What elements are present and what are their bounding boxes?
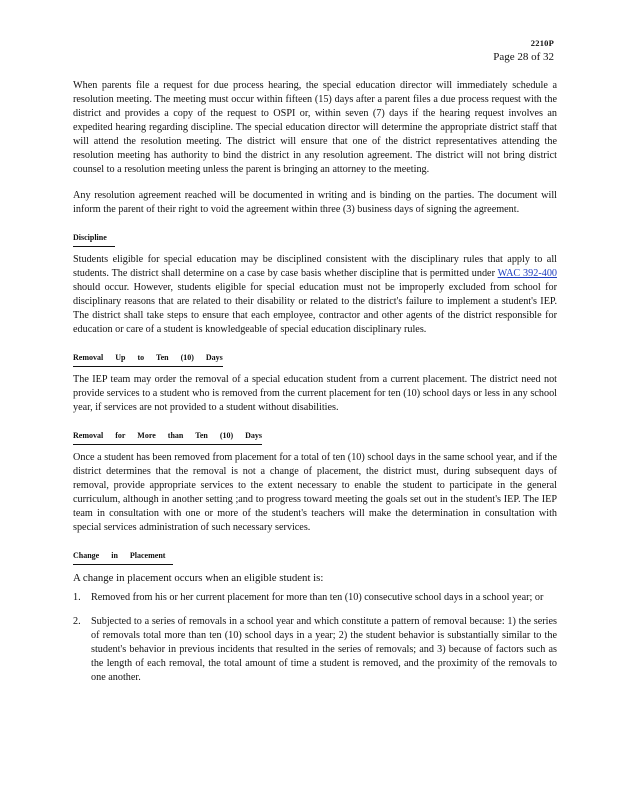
discipline-heading: Discipline — [73, 231, 115, 247]
discipline-paragraph — [73, 253, 557, 337]
removal-more-than-ten-heading: Removal for More than Ten (10) Days — [73, 429, 262, 445]
resolution-meeting-paragraph: When parents file a request for due process hearing, the special education director will immediately schedule a resolution meeting. The meeting must occur within fifteen (15) days after a parent files a due process request with the district and provides a copy of the request to OSPI or, within seven (7) days if the hearing request involves an expedited hearing regarding discipline. The special education director will determine the appropriate district staff that will attend the resolution meeting. The district will ensure that one of the district representatives attending the resolution meeting has authority to bind the district in any resolution agreement. The district will not bring district counsel to a resolution meeting unless the parent is bringing an attorney to the meeting. — [73, 80, 557, 175]
removal-up-to-ten-heading: Removal Up to Ten (10) Days — [73, 351, 223, 367]
change-in-placement-intro: A change in placement occurs when an eligible student is: — [73, 572, 324, 584]
list-item-text: Removed from his or her current placement for more than ten (10) consecutive school days in a school year; or — [91, 592, 544, 603]
list-item-number: 1. — [73, 592, 81, 603]
discipline-text-start: Students eligible for special education may be disciplined consistent with the disciplinary rules that apply to all students. The district shall determine on a case by case basis whether discipline that is permitted under — [73, 254, 557, 279]
policy-code: 2210P — [530, 38, 554, 48]
discipline-text-end: should occur. However, students eligible for special education must not be improperly excluded from school for disciplinary reasons that are related to their disability or related to the district's failure to implement a student's IEP. The district shall take steps to ensure that each employee, contractor and other agents of the district responsible for education or care of a student is knowledgeable of special education disciplinary rules. — [73, 282, 557, 335]
page-number: Page 28 of 32 — [493, 51, 554, 63]
list-item-text: Subjected to a series of removals in a school year and which constitute a pattern of removal because: 1) the series of removals total more than ten (10) school days in a year; 2) the student behavior is substantially similar to the student's behavior in previous incidents that resulted in the series of removals; and 3) because of factors such as the length of each removal, the total amount of time a student is removed, and the proximity of the removals to one another. — [91, 616, 557, 683]
list-item — [73, 615, 557, 685]
wac-link[interactable]: WAC 392-400 — [497, 268, 558, 279]
list-item — [73, 591, 557, 605]
document-body — [73, 79, 557, 695]
change-in-placement-list — [73, 591, 557, 685]
removal-more-than-ten-paragraph: Once a student has been removed from placement for a total of ten (10) school days in the same school year, and if the district determines that the removal is not a change of placement, the district must, during subsequent days of removal, provide appropriate services to the extent necessary to enable the student to participate in the general curriculum, although in another setting ;and to progress toward meeting the goals set out in the student's IEP. The IEP team in consultation with one or more of the student's teachers will make the determination in consultation with special services administration of such necessary services. — [73, 452, 557, 533]
change-in-placement-heading: Change in Placement — [73, 549, 173, 565]
resolution-agreement-paragraph: Any resolution agreement reached will be documented in writing and is binding on the parties. The document will inform the parent of their right to void the agreement within three (3) business days of signing the agreement. — [73, 190, 557, 215]
list-item-number: 2. — [73, 616, 81, 627]
removal-up-to-ten-paragraph: The IEP team may order the removal of a special education student from a current placement. The district need not provide services to a student who is removed from the current placement for ten (10) school days or less in any school year, if services are not provided to a student without disabilities. — [73, 374, 557, 413]
